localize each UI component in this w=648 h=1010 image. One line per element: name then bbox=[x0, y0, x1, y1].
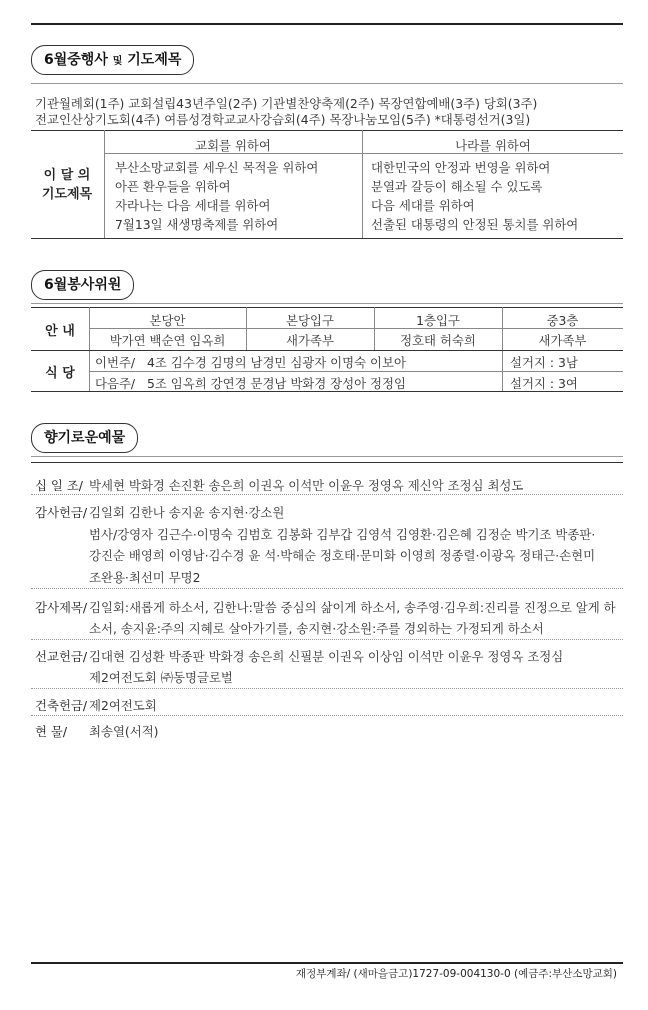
offering-thanks-line-2: 범사/강영자 김근수·이명숙 김범호 김봉화 김부갑 김영석 김영환·김은혜 김정순 박기조 박종판· bbox=[89, 527, 596, 542]
nation-header: 나라를 위하여 bbox=[455, 138, 531, 153]
section-divider bbox=[31, 456, 623, 457]
bottom-rule bbox=[31, 962, 623, 964]
church-header: 교회를 위하여 bbox=[195, 138, 271, 153]
prayer-header-rule bbox=[104, 153, 623, 154]
guide-value-1: 박가연 백순연 임옥희 bbox=[109, 333, 226, 348]
events-title-main: 6월중행사 bbox=[44, 52, 108, 68]
prayer-table-top bbox=[31, 130, 623, 131]
prayer-label-1: 이 달 의 bbox=[43, 168, 91, 183]
offering-label-goods: 현 물/ bbox=[35, 724, 68, 739]
offering-label-mission: 선교헌금/ bbox=[35, 649, 88, 664]
meal-group-this: 4조 김수경 김명의 남경민 심광자 이명숙 이보아 bbox=[147, 355, 406, 370]
volunteer-header-rule bbox=[89, 328, 623, 329]
section-divider bbox=[31, 83, 623, 84]
meal-dish-this: 설거지 : 3남 bbox=[510, 355, 578, 370]
volunteer-table-bottom bbox=[31, 391, 623, 392]
events-line-1: 기관월례회(1주) 교회설립43년주일(2주) 기관별찬양축제(2주) 목장연합예배(3주) 당회(3주) bbox=[35, 96, 538, 111]
events-line-2: 전교인산상기도회(4주) 여름성경학교교사강습회(4주) 목장나눔모임(5주) *대통령선거(3일) bbox=[35, 112, 531, 127]
guide-label: 안 내 bbox=[45, 324, 75, 339]
events-title-small: 및 bbox=[112, 56, 123, 67]
meal-dish-next: 설거지 : 3여 bbox=[510, 376, 578, 391]
offering-prayer-line-2: 소서, 송지윤:주의 지혜로 살아가기를, 송지현·강소원:주를 경외하는 가정되게 하소서 bbox=[89, 621, 544, 636]
section-title-offerings bbox=[31, 423, 138, 453]
offering-label-tithe: 십 일 조/ bbox=[35, 478, 83, 493]
church-item-1: 부산소망교회를 세우신 목적을 위하여 bbox=[115, 160, 319, 175]
col-first-floor: 1층입구 bbox=[416, 313, 460, 328]
offerings-title: 향기로운예물 bbox=[44, 430, 126, 446]
offerings-top-rule bbox=[31, 462, 623, 463]
guide-value-3: 정호태 허숙희 bbox=[400, 333, 476, 348]
top-rule bbox=[31, 23, 623, 25]
offering-goods-line-1: 최송열(서적) bbox=[89, 724, 159, 739]
section-title-volunteers bbox=[31, 270, 134, 300]
church-item-2: 아픈 환우들을 위하여 bbox=[115, 179, 231, 194]
prayer-label-2: 기도제목 bbox=[41, 187, 93, 202]
volunteer-table-top bbox=[31, 307, 623, 308]
prayer-table-bottom bbox=[31, 238, 623, 239]
meal-group-next: 5조 임옥희 강연경 문경남 박화경 장성아 정정임 bbox=[147, 376, 406, 391]
meal-label: 식 당 bbox=[45, 366, 75, 381]
church-item-4: 7월13일 새생명축제를 위하여 bbox=[115, 217, 279, 232]
offering-mission-line-1: 김대현 김성환 박종판 박화경 송은희 신필분 이권옥 이상임 이석만 이윤우 정영옥 조정심 bbox=[89, 649, 564, 664]
offering-thanks-line-4: 조완용·최선미 무명2 bbox=[89, 570, 201, 585]
meal-week-next: 다음주/ bbox=[95, 376, 136, 391]
offering-dotted-rule bbox=[31, 715, 623, 716]
nation-item-2: 분열과 갈등이 해소될 수 있도록 bbox=[371, 179, 543, 194]
offering-label-prayer: 감사제목/ bbox=[35, 600, 88, 615]
volunteers-title: 6월봉사위원 bbox=[44, 277, 122, 293]
events-title-tail: 기도제목 bbox=[127, 52, 182, 68]
col-main-entrance: 본당입구 bbox=[286, 313, 334, 328]
church-item-3: 자라나는 다음 세대를 위하여 bbox=[115, 198, 271, 213]
offering-label-building: 건축헌금/ bbox=[35, 698, 88, 713]
guide-meal-rule bbox=[31, 350, 623, 351]
guide-value-4: 새가족부 bbox=[538, 333, 587, 348]
offering-mission-line-2: 제2여전도회 ㈜동명글로벌 bbox=[89, 670, 233, 685]
offering-label-thanks: 감사헌금/ bbox=[35, 505, 88, 520]
meal-week-this: 이번주/ bbox=[95, 355, 136, 370]
col-main-hall: 본당안 bbox=[149, 313, 186, 328]
offering-dotted-rule bbox=[31, 639, 623, 640]
prayer-divider-1 bbox=[104, 130, 105, 238]
section-divider bbox=[31, 303, 623, 304]
col-mezzanine: 중3층 bbox=[546, 313, 579, 328]
offering-prayer-line-1: 김일회:새롭게 하소서, 김한나:말씀 중심의 삶이게 하소서, 송주영·김우희:진리를 진정으로 알게 하 bbox=[89, 600, 616, 615]
footer-account: 재정부계좌/ (새마을금고)1727-09-004130-0 (예금주:부산소망교회) bbox=[295, 968, 617, 980]
offering-dotted-rule bbox=[31, 494, 623, 495]
section-title-events bbox=[31, 45, 194, 75]
nation-item-4: 선출된 대통령의 안정된 통치를 위하여 bbox=[371, 217, 579, 232]
offering-building-line-1: 제2여전도회 bbox=[89, 698, 157, 713]
meal-row-rule bbox=[89, 371, 623, 372]
offering-dotted-rule bbox=[31, 688, 623, 689]
offering-thanks-line-3: 강진순 배영희 이영남·김수경 윤 석·박해순 정호태·문미화 이영희 정종렬·이광옥 정태근·손현미 bbox=[89, 548, 596, 563]
guide-value-2: 새가족부 bbox=[286, 333, 334, 348]
prayer-divider-2 bbox=[362, 130, 363, 238]
offering-dotted-rule bbox=[31, 588, 623, 589]
nation-item-1: 대한민국의 안정과 번영을 위하여 bbox=[371, 160, 551, 175]
nation-item-3: 다음 세대를 위하여 bbox=[371, 198, 475, 213]
offering-thanks-line-1: 김일회 김한나 송지윤 송지현·강소원 bbox=[89, 505, 285, 520]
offering-tithe-line-1: 박세현 박화경 손진환 송은희 이권옥 이석만 이윤우 정영옥 제신악 조정심 최성도 bbox=[89, 478, 524, 493]
